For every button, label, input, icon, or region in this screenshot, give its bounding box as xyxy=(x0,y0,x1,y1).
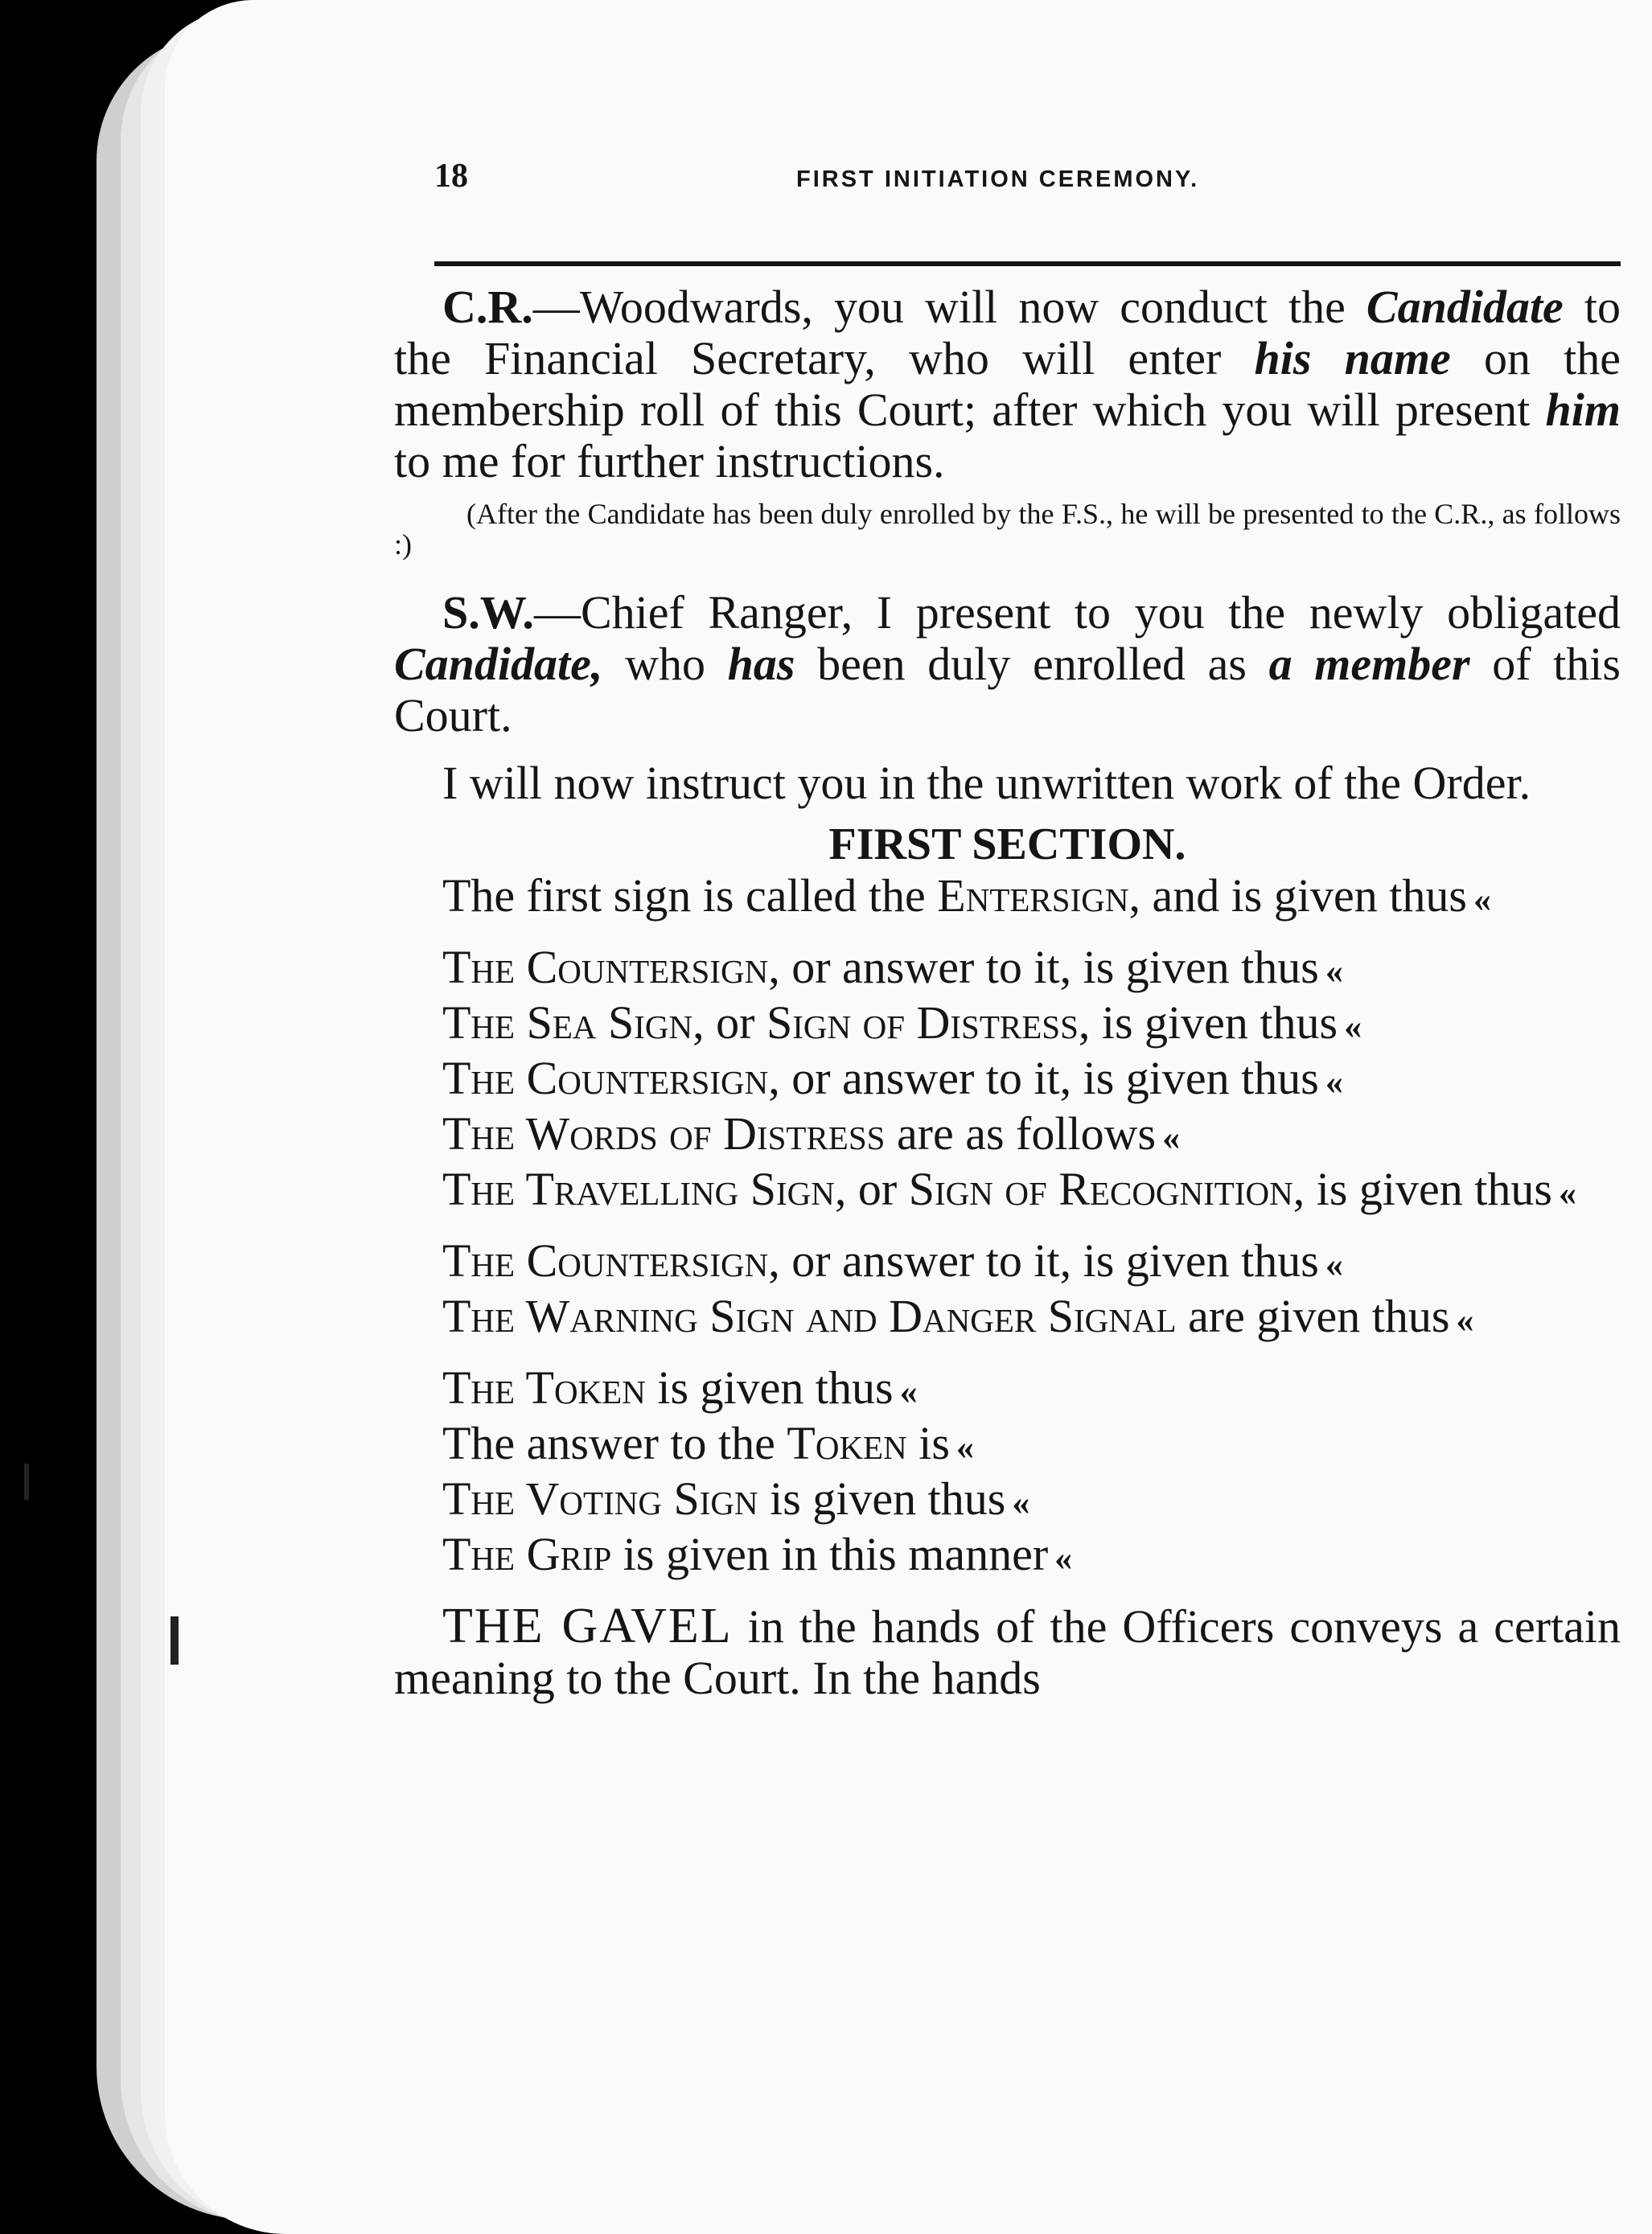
instruct-paragraph: I will now instruct you in the unwritten work of the Order. xyxy=(442,757,1531,809)
omission-mark: « xyxy=(1558,1173,1576,1213)
speaker-label: S.W. xyxy=(442,586,534,639)
stage-note: (After the Candidate has been duly enrolled by the F.S., he will be presented to the C.R., as follows :) xyxy=(394,498,1621,561)
sign-paragraph: The Token is given thus « xyxy=(442,1361,918,1414)
sign-paragraph: The Countersign, or answer to it, is given thus « xyxy=(442,1234,1343,1287)
speaker-label: C.R. xyxy=(442,281,533,333)
header-rule xyxy=(434,261,1621,266)
gavel-paragraph: THE GAVEL in the hands of the Officers conveys a certain meaning to the Court. In the hands xyxy=(394,1599,1621,1704)
omission-mark: « xyxy=(1473,880,1491,919)
sign-paragraph: The first sign is called the Entersign, and is given thus « xyxy=(442,869,1491,922)
omission-mark: « xyxy=(1456,1300,1474,1340)
omission-mark: « xyxy=(1344,1007,1362,1046)
section-heading: FIRST SECTION. xyxy=(828,819,1186,869)
page-number: 18 xyxy=(434,158,468,195)
sign-paragraph: The Countersign, or answer to it, is given thus « xyxy=(442,1052,1343,1104)
page-header xyxy=(434,157,1621,195)
omission-mark: « xyxy=(955,1427,974,1467)
omission-mark: « xyxy=(899,1372,918,1411)
cr-paragraph: C.R.—Woodwards, you will now conduct the Candidate to the Financial Secretary, who will enter his name on the membership roll of this Court; after which you will present him to me for further instructions. xyxy=(394,281,1621,487)
sign-paragraph: The Warning Sign and Danger Signal are given thus « xyxy=(442,1290,1474,1342)
sign-paragraph: The Travelling Sign, or Sign of Recognition, is given thus « xyxy=(442,1163,1576,1215)
page-body xyxy=(394,281,1621,1704)
page-edge-mark xyxy=(24,1464,29,1500)
omission-mark: « xyxy=(1162,1118,1181,1157)
omission-mark: « xyxy=(1325,1245,1343,1284)
sign-paragraph: The Sea Sign, or Sign of Distress, is given thus « xyxy=(442,996,1362,1049)
sign-paragraph: The Countersign, or answer to it, is given thus « xyxy=(442,941,1343,993)
sign-paragraph: The Words of Distress are as follows « xyxy=(442,1107,1181,1160)
omission-mark: « xyxy=(1325,1062,1343,1102)
sign-paragraph: The Grip is given in this manner « xyxy=(442,1528,1073,1580)
page-edge-mark xyxy=(171,1616,179,1665)
omission-mark: « xyxy=(1012,1483,1030,1522)
omission-mark: « xyxy=(1054,1538,1073,1578)
omission-mark: « xyxy=(1325,951,1343,991)
sign-paragraph: The Voting Sign is given thus « xyxy=(442,1472,1030,1525)
sign-paragraph: The answer to the Token is « xyxy=(442,1417,974,1469)
sw-paragraph: S.W.—Chief Ranger, I present to you the newly obligated Candidate, who has been duly enrolled as a member of this Court. xyxy=(394,586,1621,741)
running-head: FIRST INITIATION CEREMONY. xyxy=(796,166,1200,192)
